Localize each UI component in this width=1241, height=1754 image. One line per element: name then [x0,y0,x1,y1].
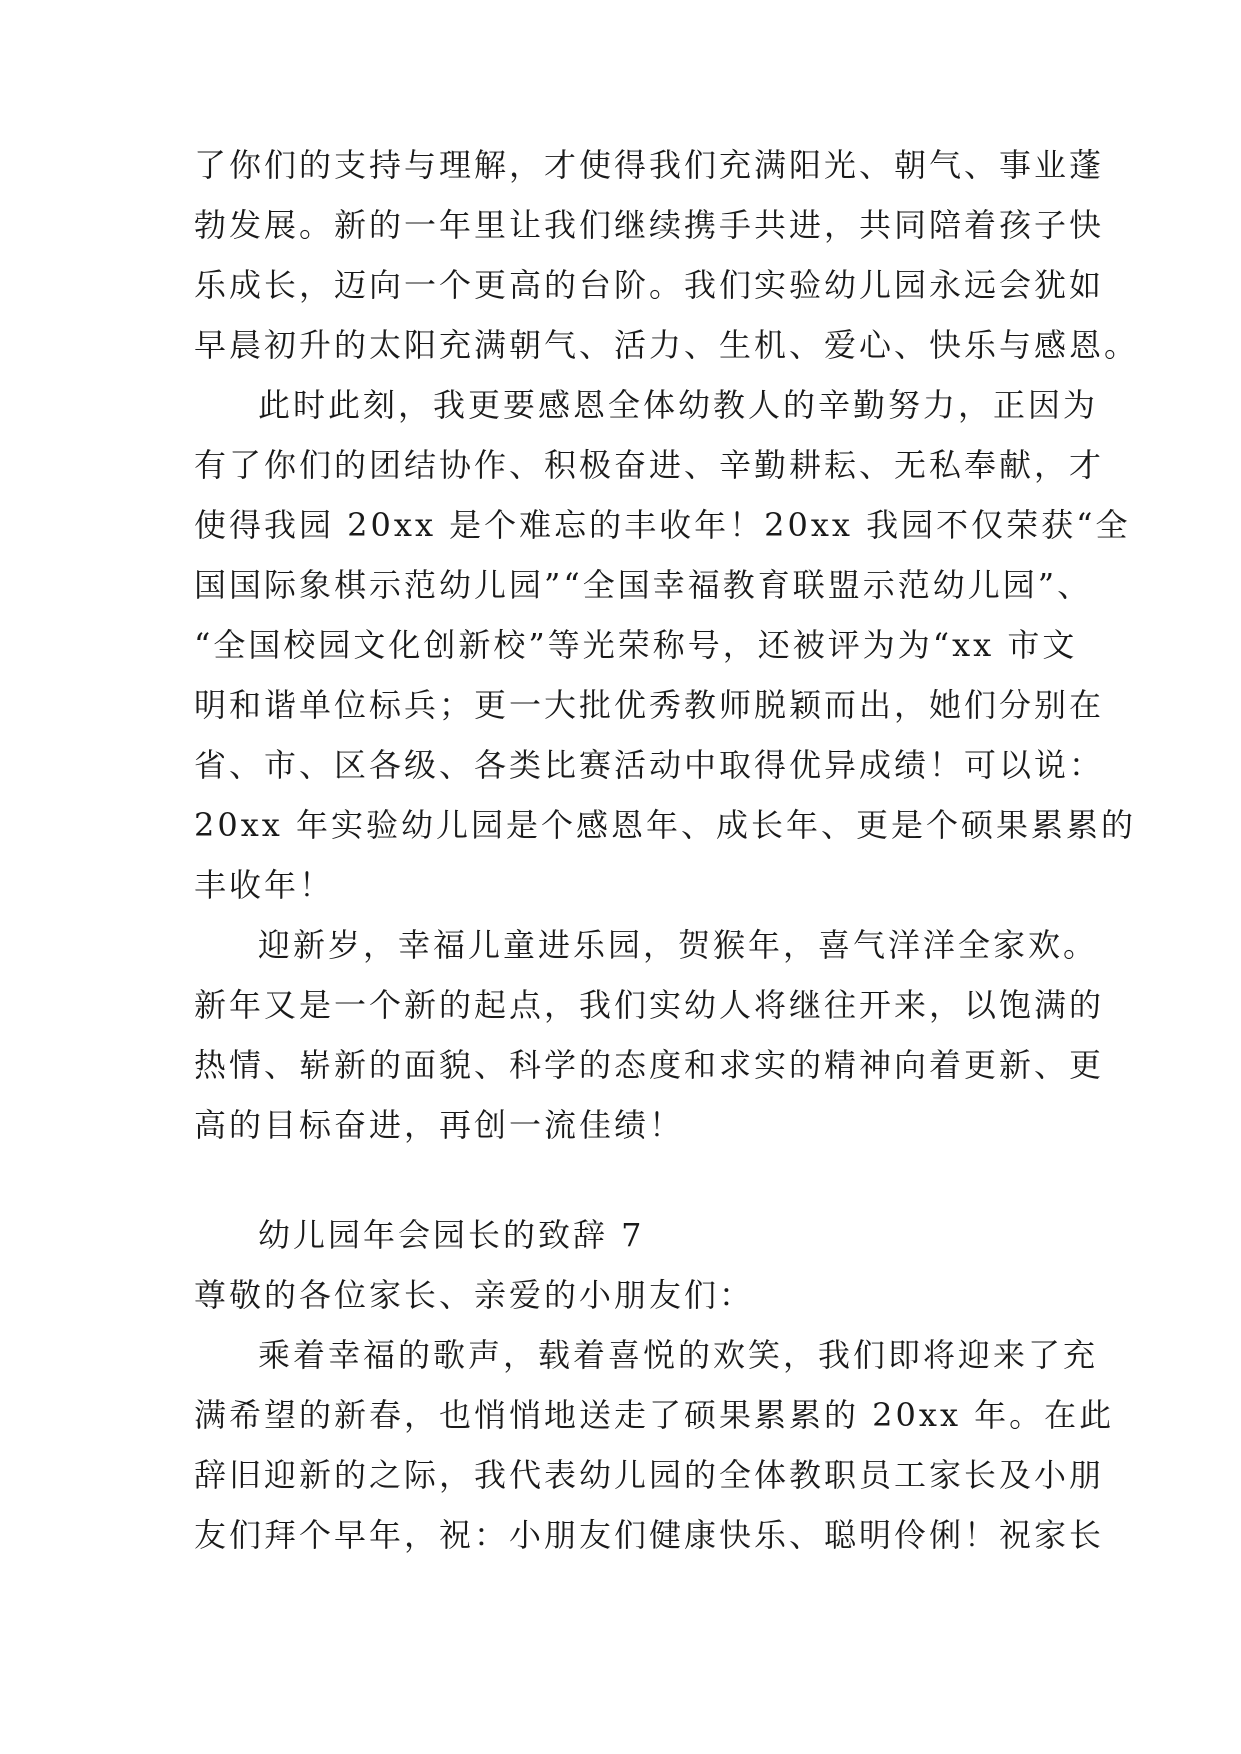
text-line: 新年又是一个新的起点，我们实幼人将继往开来，以饱满的 [194,986,1105,1024]
salutation: 尊敬的各位家长、亲爱的小朋友们： [194,1276,755,1314]
text-line: 早晨初升的太阳充满朝气、活力、生机、爱心、快乐与感恩。 [194,326,1140,364]
paragraph-2 [194,375,1136,915]
text-line: 使得我园 20xx 是个难忘的丰收年！20xx 我园不仅荣获“全 [194,506,1131,544]
text-line: 热情、崭新的面貌、科学的态度和求实的精神向着更新、更 [194,1046,1105,1084]
section-header [194,1205,1074,1325]
text-line: 迎新岁，幸福儿童进乐园，贺猴年，喜气洋洋全家欢。 [258,926,1099,964]
text-line: 明和谐单位标兵；更一大批优秀教师脱颖而出，她们分别在 [194,686,1105,724]
text-line: 省、市、区各级、各类比赛活动中取得优异成绩！可以说： [194,746,1105,784]
paragraph-4 [194,1325,1115,1565]
paragraph-1 [194,135,1140,375]
text-line: 国国际象棋示范幼儿园”“全国幸福教育联盟示范幼儿园”、 [194,566,1093,604]
paragraph-3 [194,915,1105,1155]
text-line: 20xx 年实验幼儿园是个感恩年、成长年、更是个硕果累累的 [194,806,1136,844]
text-line: 丰收年！ [194,866,335,904]
text-line: 有了你们的团结协作、积极奋进、辛勤耕耘、无私奉献，才 [194,446,1105,484]
section-title: 幼儿园年会园长的致辞 7 [258,1216,645,1254]
text-line: 乐成长，迈向一个更高的台阶。我们实验幼儿园永远会犹如 [194,266,1105,304]
text-line: 高的目标奋进，再创一流佳绩！ [194,1106,685,1144]
text-line: 了你们的支持与理解，才使得我们充满阳光、朝气、事业蓬 [194,146,1105,184]
text-line: 此时此刻，我更要感恩全体幼教人的辛勤努力，正因为 [258,386,1099,424]
text-line: 乘着幸福的歌声，载着喜悦的欢笑，我们即将迎来了充 [258,1336,1099,1374]
text-line: “全国校园文化创新校”等光荣称号，还被评为为“xx 市文 [194,626,1078,664]
text-line: 勃发展。新的一年里让我们继续携手共进，共同陪着孩子快 [194,206,1105,244]
text-line: 满希望的新春，也悄悄地送走了硕果累累的 20xx 年。在此 [194,1396,1115,1434]
text-line: 辞旧迎新的之际，我代表幼儿园的全体教职员工家长及小朋 [194,1456,1105,1494]
text-line: 友们拜个早年，祝：小朋友们健康快乐、聪明伶俐！祝家长 [194,1516,1105,1554]
